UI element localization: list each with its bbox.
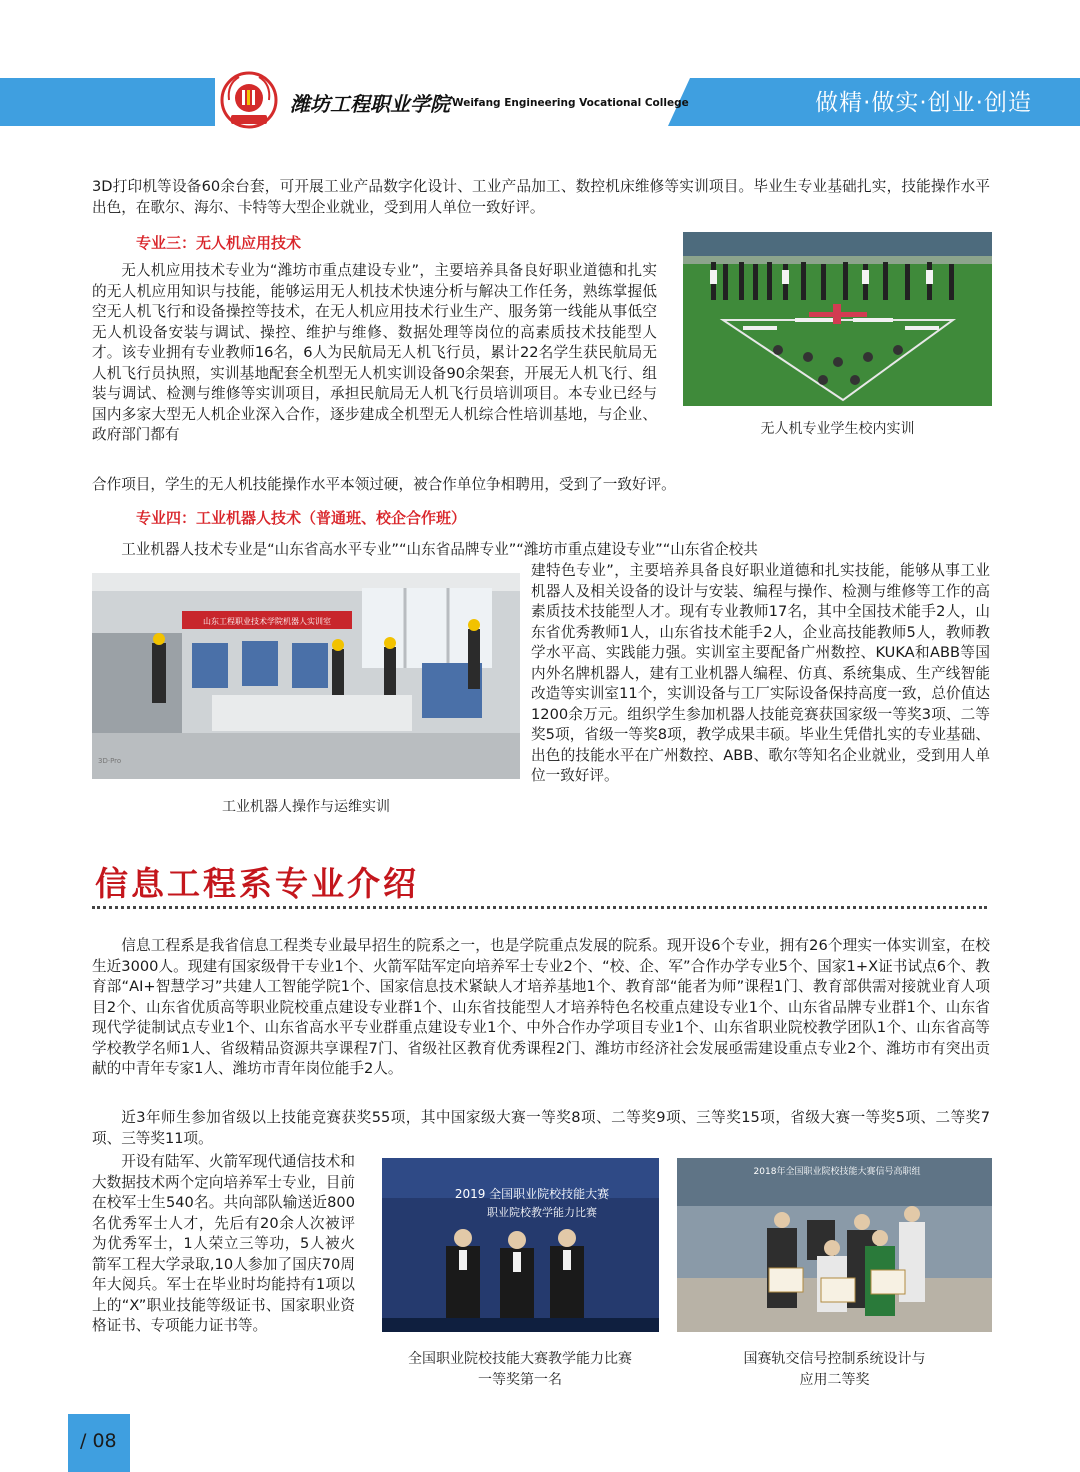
- major3-text: 无人机应用技术专业为“潍坊市重点建设专业”，主要培养具备良好职业道德和扎实的无人机应用知识与技能，能够运用无人机技术快速分析与解决工作任务，熟练掌握低空无人机飞行和设备操控等技术，在无人机应用技术行业生产、服务第一线能从事低空无人机设备安装与调试、操控、维护与维修、数据处理等岗位的高素质技术技能型人才。该专业拥有专业教师16名，6人为民航局无人机飞行员，累计22名学生获民航局无人机飞行员执照，实训基地配套全机型无人机实训设备90余架套，开展无人机飞行、组装与调试、检测与维修等实训项目，承担民航局无人机飞行员培训项目。本专业已经与国内多家大型无人机企业深入合作，逐步建成全机型无人机综合性培训基地，与企业、政府部门都有: [92, 262, 657, 443]
- college-name-cn: 潍坊工程职业学院: [290, 92, 450, 116]
- header-slogan: 做精·做实·创业·创造: [815, 90, 1032, 116]
- drone-photo-caption: 无人机专业学生校内实训: [760, 421, 915, 437]
- college-name-en: Weifang Engineering Vocational College: [452, 97, 689, 109]
- photo2-caption: [677, 1349, 992, 1391]
- drone-training-photo: [683, 232, 992, 406]
- teaching-competition-photo: [382, 1158, 659, 1332]
- svg-text:3D·Pro: 3D·Pro: [98, 757, 122, 765]
- robot-training-photo: [92, 573, 520, 779]
- section-title: 信息工程系专业介绍: [95, 864, 419, 903]
- section-divider: [92, 906, 987, 909]
- major4-text: 建特色专业”，主要培养具备良好职业道德和扎实技能，能够从事工业机器人及相关设备的设计与安装、编程与操作、检测与维修等工作的高素质技术技能型人才。现有专业教师17名，其中全国技术能手2人，山东省优秀教师1人，山东省技术能手2人，企业高技能教师5人，教师教学水平高、实践能力强。实训室主要配备广州数控、KUKA和ABB等国内外名牌机器人，建有工业机器人编程、仿真、系统集成、生产线智能改造等实训室11个，实训设备与工厂实际设备保持高度一致，总价值达1200余万元。组织学生参加机器人技能竞赛获国家级一等奖3项、二等奖5项，省级一等奖8项，教学成果丰硕。毕业生凭借扎实的专业基础、出色的技能水平在广州数控、ABB、歌尔等知名企业就业，受到用人单位一致好评。: [531, 562, 990, 784]
- photo1-banner-line1: 2019 全国职业院校技能大赛: [454, 1187, 610, 1201]
- rail-signal-award-photo: [677, 1158, 992, 1332]
- photo1-banner-line2: 职业院校教学能力比赛: [487, 1206, 597, 1219]
- photo2-banner: 2018年全国职业院校技能大赛信号高职组: [753, 1167, 921, 1177]
- robot-photo-caption: 工业机器人操作与运维实训: [222, 799, 390, 815]
- photo1-caption-line1: 全国职业院校技能大赛教学能力比赛: [408, 1351, 632, 1367]
- photo2-caption-line2: 应用二等奖: [799, 1372, 870, 1388]
- major3-heading: 专业三：无人机应用技术: [136, 234, 302, 252]
- header-band-left: [0, 78, 215, 126]
- page-number: / 08: [80, 1430, 117, 1452]
- photo2-caption-line1: 国赛轨交信号控制系统设计与: [743, 1351, 926, 1367]
- intro-continuation: 3D打印机等设备60余台套，可开展工业产品数字化设计、工业产品加工、数控机床维修等实训项目。毕业生专业基础扎实，技能操作水平出色，在歌尔、海尔、卡特等大型企业就业，受到用人单位一致好评。: [92, 178, 990, 216]
- college-logo-icon: [219, 70, 279, 130]
- section-para-1: 信息工程系是我省信息工程类专业最早招生的院系之一，也是学院重点发展的院系。现开设6个专业，拥有26个理实一体实训室，在校生近3000人。现建有国家级骨干专业1个、火箭军陆军定向培养军士专业2个、“校、企、军”合作办学专业5个、国家1+X证书试点6个、教育部“AI+智慧学习”共建人工智能学院1个、国家信息技术紧缺人才培养基地1个、教育部“能者为师”课程1门、教育部供需对接就业育人项目2个、山东省优质高等职业院校重点建设专业群1个、山东省技能型人才培养特色名校重点建设专业1个、山东省品牌专业群1个、山东省现代学徒制试点专业1个、山东省高水平专业群重点建设专业1个、中外合作办学项目专业1个、山东省职业院校教学团队1个、山东省高等学校教学名师1人、省级精品资源共享课程7门、省级社区教育优秀课程2门、潍坊市经济社会发展亟需建设重点专业2个、潍坊市有突出贡献的中青年专家1人、潍坊市青年岗位能手2人。: [92, 937, 990, 1077]
- section-para-2: 近3年师生参加省级以上技能竞赛获奖55项，其中国家级大赛一等奖8项、二等奖9项、三等奖15项，省级大赛一等奖5项、二等奖7项、三等奖11项。: [92, 1109, 990, 1147]
- photo1-caption-line2: 一等奖第一名: [478, 1372, 562, 1388]
- major4-text-first: 工业机器人技术专业是“山东省高水平专业”“山东省品牌专业”“潍坊市重点建设专业”“山东省企校共: [121, 541, 758, 558]
- photo1-caption: [366, 1349, 674, 1391]
- major4-heading: 专业四：工业机器人技术（普通班、校企合作班）: [136, 509, 467, 527]
- section-para-3: 开设有陆军、火箭军现代通信技术和大数据技术两个定向培养军士专业，目前在校军士生540名。共向部队输送近800名优秀军士人才，先后有20余人次被评为优秀军士，1人荣立三等功，5人被火箭军工程大学录取,10人参加了国庆70周年大阅兵。军士在毕业时均能持有1项以上的“X”职业技能等级证书、国家职业资格证书、专项能力证书等。: [92, 1153, 355, 1334]
- robot-photo-banner: 山东工程职业技术学院机器人实训室: [203, 617, 331, 626]
- major3-text-tail: 合作项目，学生的无人机技能操作水平本领过硬，被合作单位争相聘用，受到了一致好评。: [92, 476, 676, 493]
